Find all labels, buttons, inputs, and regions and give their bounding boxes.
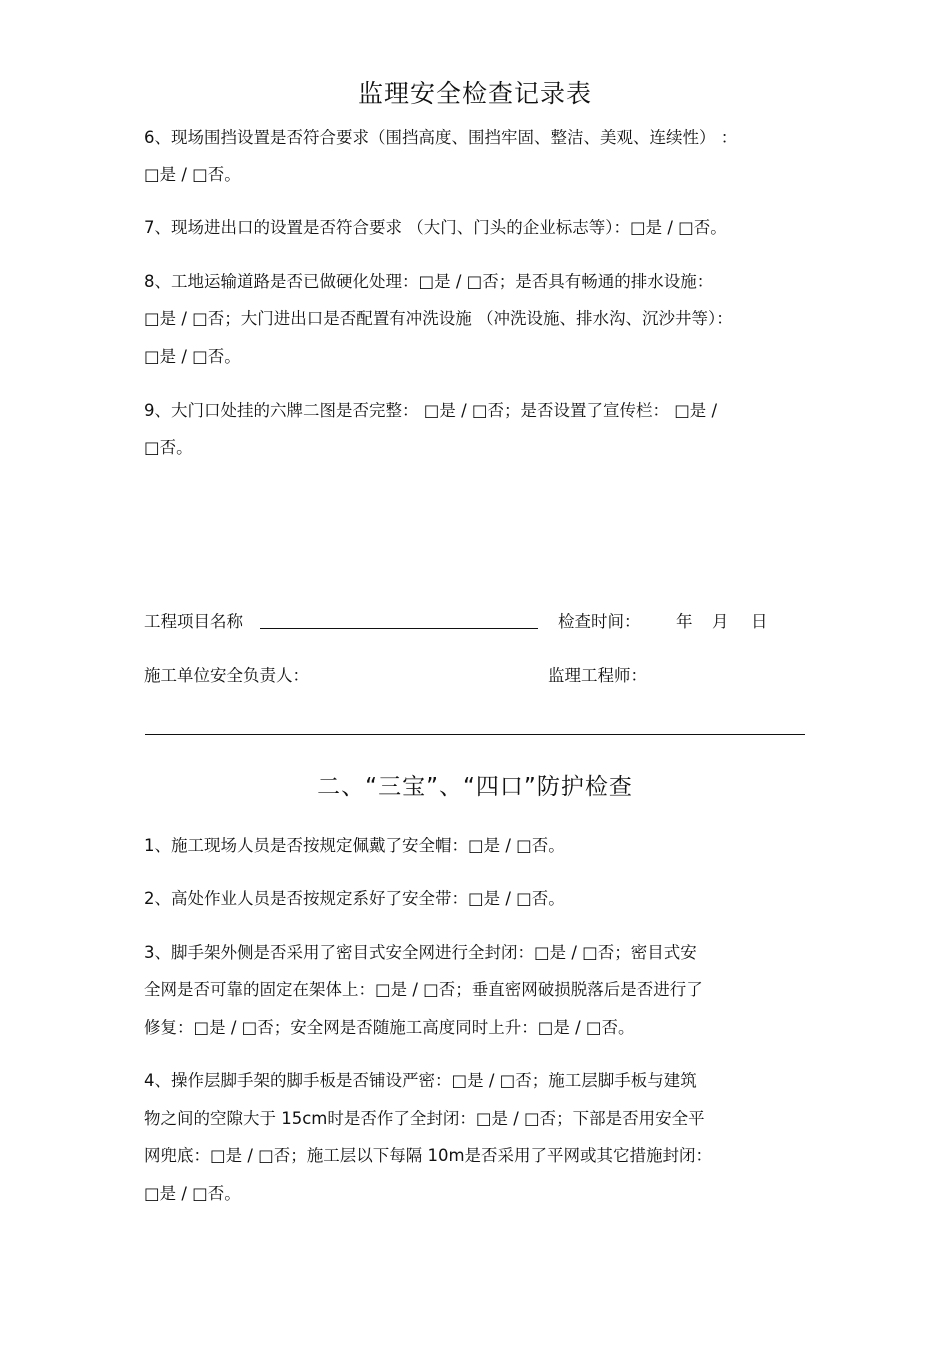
text-line: 2、高处作业人员是否按规定系好了安全带：□是 / □否。	[144, 889, 565, 908]
contractor-safety-label: 施工单位安全负责人：	[144, 666, 309, 685]
text-line: □是 / □否。	[144, 347, 241, 366]
project-name-label: 工程项目名称	[144, 612, 243, 631]
text-line: □是 / □否；大门进出口是否配置有冲洗设施 （冲洗设施、排水沟、沉沙井等）：	[144, 309, 733, 328]
day-label: 日	[751, 612, 768, 631]
text-line: 物之间的空隙大于 15cm时是否作了全封闭：□是 / □否；下部是否用安全平	[144, 1109, 705, 1128]
check-time-label: 检查时间：	[558, 612, 641, 631]
text-line: 4、操作层脚手架的脚手板是否铺设严密：□是 / □否；施工层脚手板与建筑	[144, 1071, 697, 1090]
year-label: 年	[676, 612, 693, 631]
month-label: 月	[712, 612, 729, 631]
supervising-engineer-label: 监理工程师：	[548, 666, 647, 685]
text-line: 1、施工现场人员是否按规定佩戴了安全帽：□是 / □否。	[144, 836, 565, 855]
section2-title: 二、“三宝”、“四口”防护检查	[317, 774, 633, 800]
text-line: 6、现场围挡设置是否符合要求（围挡高度、围挡牢固、整洁、美观、连续性） ：	[144, 128, 738, 147]
project-name-field	[260, 628, 538, 629]
text-line: 网兜底：□是 / □否；施工层以下每隔 10m是否采用了平网或其它措施封闭：	[144, 1146, 713, 1165]
page-title: 监理安全检查记录表	[357, 79, 592, 108]
text-line: □是 / □否。	[144, 165, 241, 184]
text-line: □否。	[144, 438, 193, 457]
text-line: 全网是否可靠的固定在架体上：□是 / □否；垂直密网破损脱落后是否进行了	[144, 980, 703, 999]
text-line: 9、大门口处挂的六牌二图是否完整： □是 / □否；是否设置了宣传栏： □是 /	[144, 401, 718, 420]
text-line: 修复：□是 / □否；安全网是否随施工高度同时上升：□是 / □否。	[144, 1018, 635, 1037]
text-line: 8、工地运输道路是否已做硬化处理：□是 / □否；是否具有畅通的排水设施：	[144, 272, 714, 291]
text-line: 7、现场进出口的设置是否符合要求 （大门、门头的企业标志等）：□是 / □否。	[144, 218, 727, 237]
section-divider	[145, 734, 805, 735]
text-line: □是 / □否。	[144, 1184, 241, 1203]
text-line: 3、脚手架外侧是否采用了密目式安全网进行全封闭：□是 / □否；密目式安	[144, 943, 697, 962]
